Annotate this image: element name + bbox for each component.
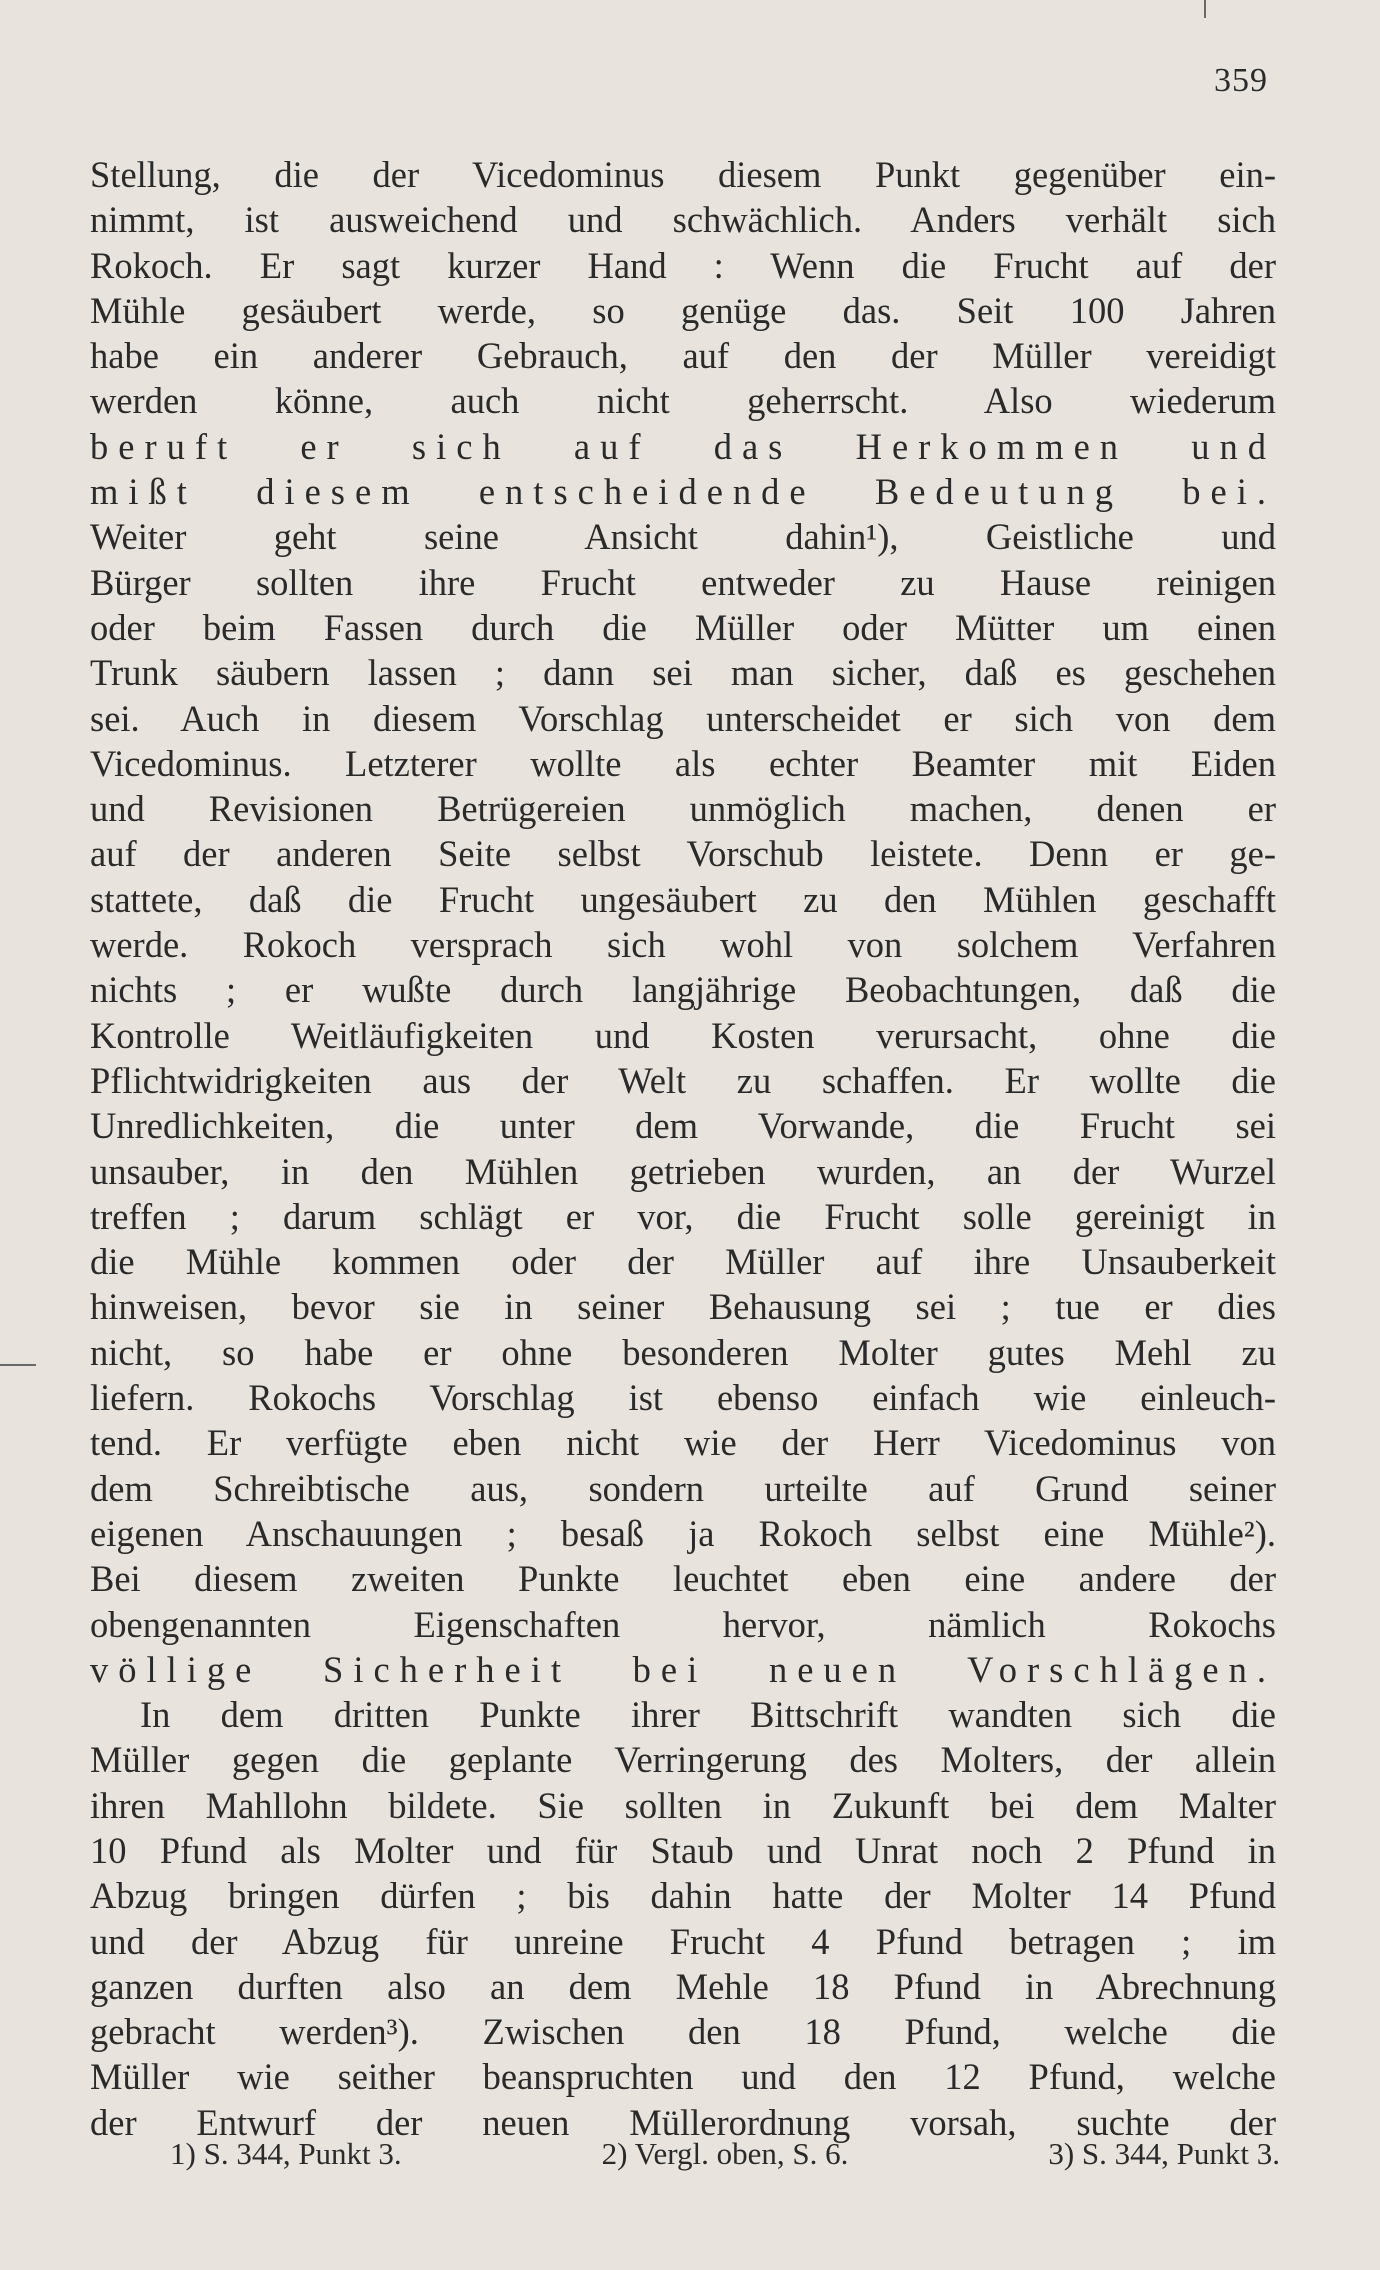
text-line: eigenen Anschauungen ; besaß ja Rokoch selbst eine Mühle²). — [90, 1512, 1276, 1554]
text-line: Abzug bringen dürfen ; bis dahin hatte der Molter 14 Pfund — [90, 1875, 1276, 1917]
text-line: auf der anderen Seite selbst Vorschub leistete. Denn er ge- — [90, 833, 1276, 875]
text-line: Mühle gesäubert werde, so genüge das. Seit 100 Jahren — [90, 289, 1276, 331]
text-line: und Revisionen Betrügereien unmöglich machen, denen er — [90, 788, 1276, 830]
body-text — [90, 152, 1276, 2145]
text-line: Müller wie seither beanspruchten und den 12 Pfund, welche — [90, 2056, 1276, 2098]
text-line: und der Abzug für unreine Frucht 4 Pfund betragen ; im — [90, 1920, 1276, 1962]
text-line: dem Schreibtische aus, sondern urteilte auf Grund seiner — [90, 1467, 1276, 1509]
text-line-spaced: mißt diesem entscheidende Bedeutung bei. — [90, 471, 1276, 513]
text-line: tend. Er verfügte eben nicht wie der Herr Vicedominus von — [90, 1422, 1276, 1464]
text-line: nimmt, ist ausweichend und schwächlich. Anders verhält sich — [90, 199, 1276, 241]
text-line: ihren Mahllohn bildete. Sie sollten in Zukunft bei dem Malter — [90, 1784, 1276, 1826]
text-line: oder beim Fassen durch die Müller oder Mütter um einen — [90, 606, 1276, 648]
text-line: Vicedominus. Letzterer wollte als echter Beamter mit Eiden — [90, 742, 1276, 784]
text-line: werden könne, auch nicht geherrscht. Also wiederum — [90, 380, 1276, 422]
footnotes — [170, 2134, 1280, 2174]
text-line: treffen ; darum schlägt er vor, die Frucht solle gereinigt in — [90, 1195, 1276, 1237]
text-line: stattete, daß die Frucht ungesäubert zu den Mühlen geschafft — [90, 878, 1276, 920]
text-line: nichts ; er wußte durch langjährige Beobachtungen, daß die — [90, 969, 1276, 1011]
text-line: Rokoch. Er sagt kurzer Hand : Wenn die Frucht auf der — [90, 244, 1276, 286]
text-line: obengenannten Eigenschaften hervor, nämlich Rokochs — [90, 1603, 1276, 1645]
text-line: unsauber, in den Mühlen getrieben wurden, an der Wurzel — [90, 1150, 1276, 1192]
text-line: der Entwurf der neuen Müllerordnung vorsah, suchte der — [90, 2101, 1276, 2143]
text-line: habe ein anderer Gebrauch, auf den der Müller vereidigt — [90, 335, 1276, 377]
footnote-3: 3) S. 344, Punkt 3. — [1048, 2136, 1280, 2171]
text-line-spaced: völlige Sicherheit bei neuen Vorschlägen. — [90, 1648, 1276, 1690]
text-line: Kontrolle Weitläufigkeiten und Kosten verursacht, ohne die — [90, 1014, 1276, 1056]
page-number: 359 — [1214, 62, 1268, 99]
text-line: Trunk säubern lassen ; dann sei man sicher, daß es geschehen — [90, 652, 1276, 694]
text-line: die Mühle kommen oder der Müller auf ihre Unsauberkeit — [90, 1241, 1276, 1283]
text-line: Bürger sollten ihre Frucht entweder zu Hause reinigen — [90, 561, 1276, 603]
text-line: Bei diesem zweiten Punkte leuchtet eben eine andere der — [90, 1558, 1276, 1600]
text-line: gebracht werden³). Zwischen den 18 Pfund, welche die — [90, 2011, 1276, 2053]
scan-mark — [1204, 0, 1206, 18]
text-line: Weiter geht seine Ansicht dahin¹), Geistliche und — [90, 516, 1276, 558]
text-line: Stellung, die der Vicedominus diesem Punkt gegenüber ein- — [90, 154, 1276, 195]
text-line: ganzen durften also an dem Mehle 18 Pfund in Abrechnung — [90, 1965, 1276, 2007]
text-line: Müller gegen die geplante Verringerung des Molters, der allein — [90, 1739, 1276, 1781]
text-line: 10 Pfund als Molter und für Staub und Unrat noch 2 Pfund in — [90, 1829, 1276, 1871]
text-line: hinweisen, bevor sie in seiner Behausung sei ; tue er dies — [90, 1286, 1276, 1328]
footnote-2: 2) Vergl. oben, S. 6. — [601, 2136, 849, 2171]
text-line: sei. Auch in diesem Vorschlag unterscheidet er sich von dem — [90, 697, 1276, 739]
text-line-spaced: beruft er sich auf das Herkommen und — [90, 425, 1276, 467]
scan-mark — [0, 1364, 36, 1366]
text-line: liefern. Rokochs Vorschlag ist ebenso einfach wie einleuch- — [90, 1377, 1276, 1419]
text-line: werde. Rokoch versprach sich wohl von solchem Verfahren — [90, 924, 1276, 966]
text-line: Pflichtwidrigkeiten aus der Welt zu schaffen. Er wollte die — [90, 1059, 1276, 1101]
paragraph-first-line: In dem dritten Punkte ihrer Bittschrift wandten sich die — [140, 1694, 1276, 1736]
text-line: Unredlichkeiten, die unter dem Vorwande, die Frucht sei — [90, 1105, 1276, 1147]
footnote-1: 1) S. 344, Punkt 3. — [170, 2136, 402, 2171]
text-line: nicht, so habe er ohne besonderen Molter gutes Mehl zu — [90, 1331, 1276, 1373]
